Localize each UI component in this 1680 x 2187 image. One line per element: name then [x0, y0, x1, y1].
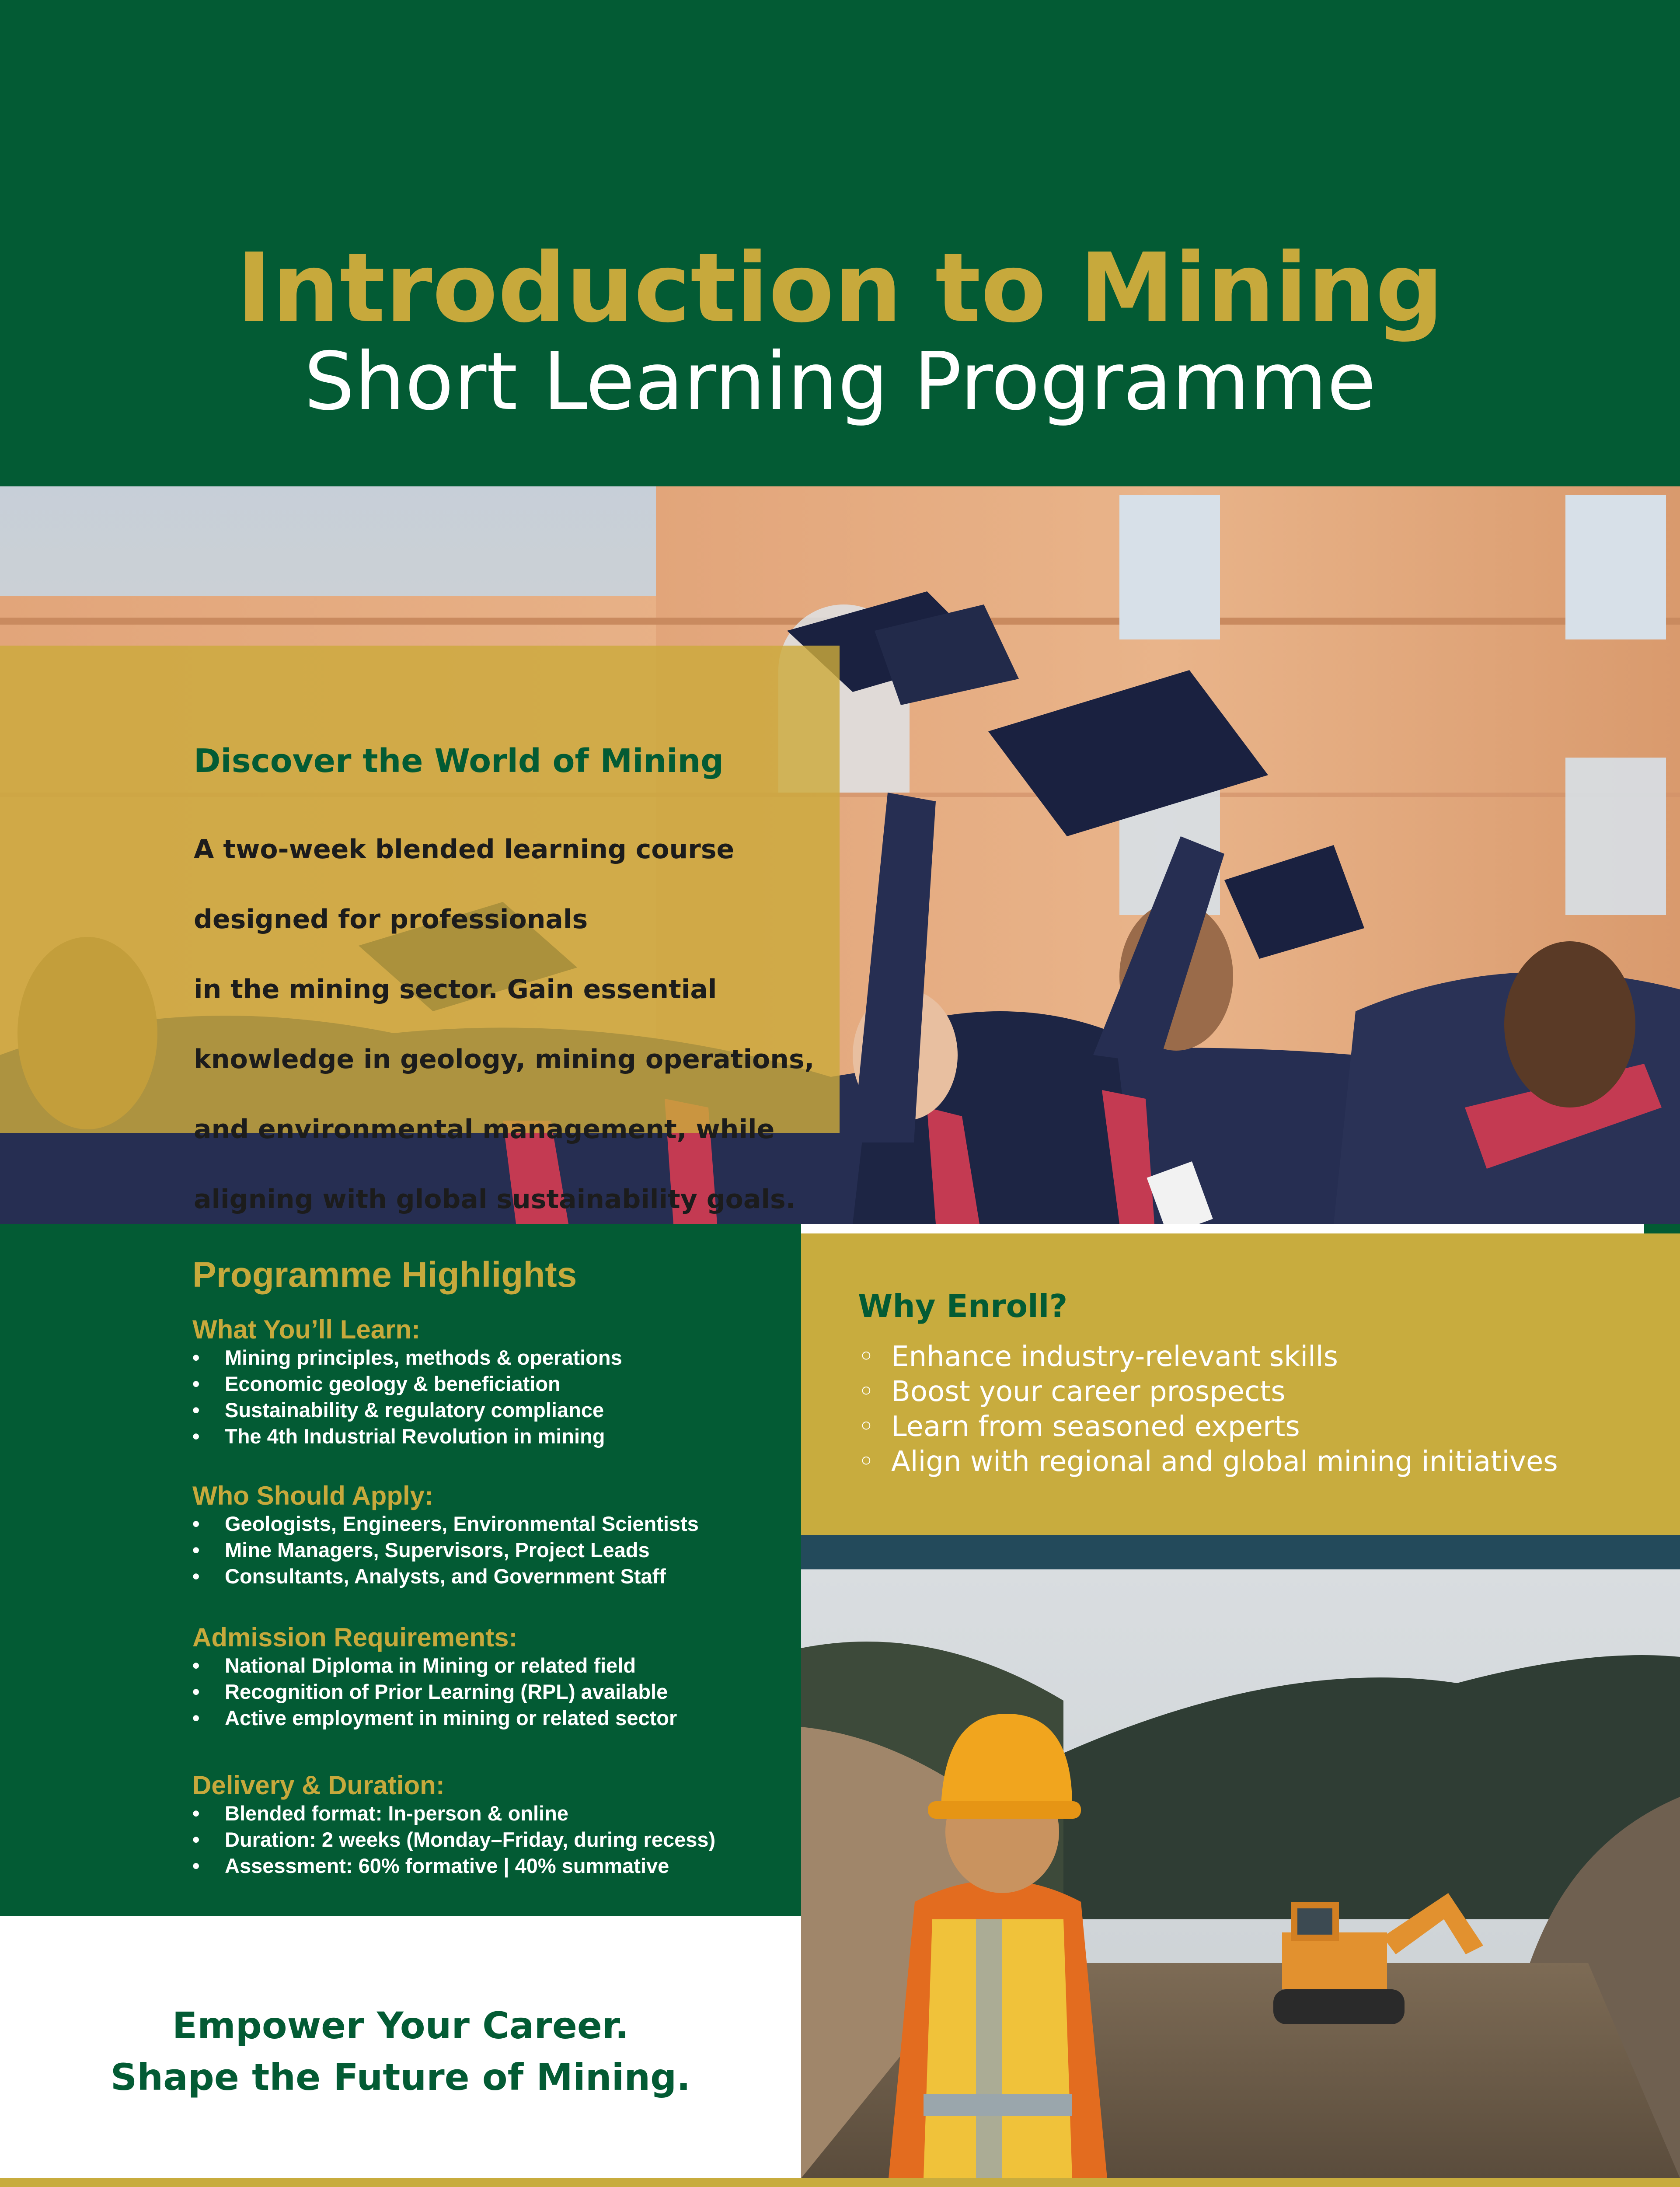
divider: [801, 1535, 1680, 1569]
tagline: [0, 2000, 801, 2103]
learn-heading: What You’ll Learn:: [192, 1315, 421, 1344]
divider: [1644, 1224, 1680, 1233]
list-item: • Assessment: 60% formative | 40% summative: [192, 1853, 715, 1879]
list-item: • Geologists, Engineers, Environmental Scientists: [192, 1511, 699, 1537]
list-item: • The 4th Industrial Revolution in mining: [192, 1423, 622, 1450]
list-item: ◦ Enhance industry-relevant skills: [858, 1339, 1558, 1374]
delivery-list: [192, 1800, 715, 1879]
intro-body-line: A two-week blended learning course: [194, 834, 735, 865]
list-item: • Recognition of Prior Learning (RPL) available: [192, 1679, 677, 1705]
intro-body-line: aligning with global sustainability goals.: [194, 1184, 796, 1215]
learn-list: [192, 1345, 622, 1450]
intro-body-line: in the mining sector. Gain essential: [194, 974, 717, 1005]
footer-band: [0, 2178, 1680, 2187]
list-item: ◦ Learn from seasoned experts: [858, 1409, 1558, 1444]
list-item: • Duration: 2 weeks (Monday–Friday, during recess): [192, 1827, 715, 1853]
intro-body: [194, 797, 823, 1252]
admission-list: [192, 1652, 677, 1731]
tagline-line: Shape the Future of Mining.: [110, 2056, 691, 2099]
list-item: • Economic geology & beneficiation: [192, 1371, 622, 1397]
page-title: Introduction to Mining: [236, 233, 1444, 344]
list-item: • Blended format: In-person & online: [192, 1800, 715, 1827]
list-item: • Mine Managers, Supervisors, Project Leads: [192, 1537, 699, 1563]
admission-heading: Admission Requirements:: [192, 1623, 518, 1652]
intro-body-line: and environmental management, while: [194, 1114, 775, 1145]
intro-body-line: designed for professionals: [194, 904, 588, 935]
tagline-line: Empower Your Career.: [172, 2004, 629, 2047]
list-item: • Mining principles, methods & operations: [192, 1345, 622, 1371]
list-item: ◦ Boost your career prospects: [858, 1374, 1558, 1409]
list-item: • Consultants, Analysts, and Government Staff: [192, 1563, 699, 1590]
list-item: • Sustainability & regulatory compliance: [192, 1397, 622, 1423]
list-item: • Active employment in mining or related sector: [192, 1705, 677, 1731]
apply-list: [192, 1511, 699, 1590]
enroll-heading: Why Enroll?: [858, 1288, 1068, 1324]
intro-body-line: knowledge in geology, mining operations,: [194, 1044, 815, 1075]
list-item: • National Diploma in Mining or related field: [192, 1652, 677, 1679]
delivery-heading: Delivery & Duration:: [192, 1771, 445, 1800]
apply-heading: Who Should Apply:: [192, 1481, 433, 1510]
enroll-list: [858, 1339, 1558, 1479]
list-item: ◦ Align with regional and global mining initiatives: [858, 1444, 1558, 1479]
highlights-heading: Programme Highlights: [192, 1255, 577, 1295]
divider: [801, 1224, 1680, 1233]
page-subtitle: Short Learning Programme: [304, 335, 1376, 428]
mining-worker-photo: [801, 1569, 1680, 2178]
intro-heading: Discover the World of Mining: [194, 742, 724, 780]
